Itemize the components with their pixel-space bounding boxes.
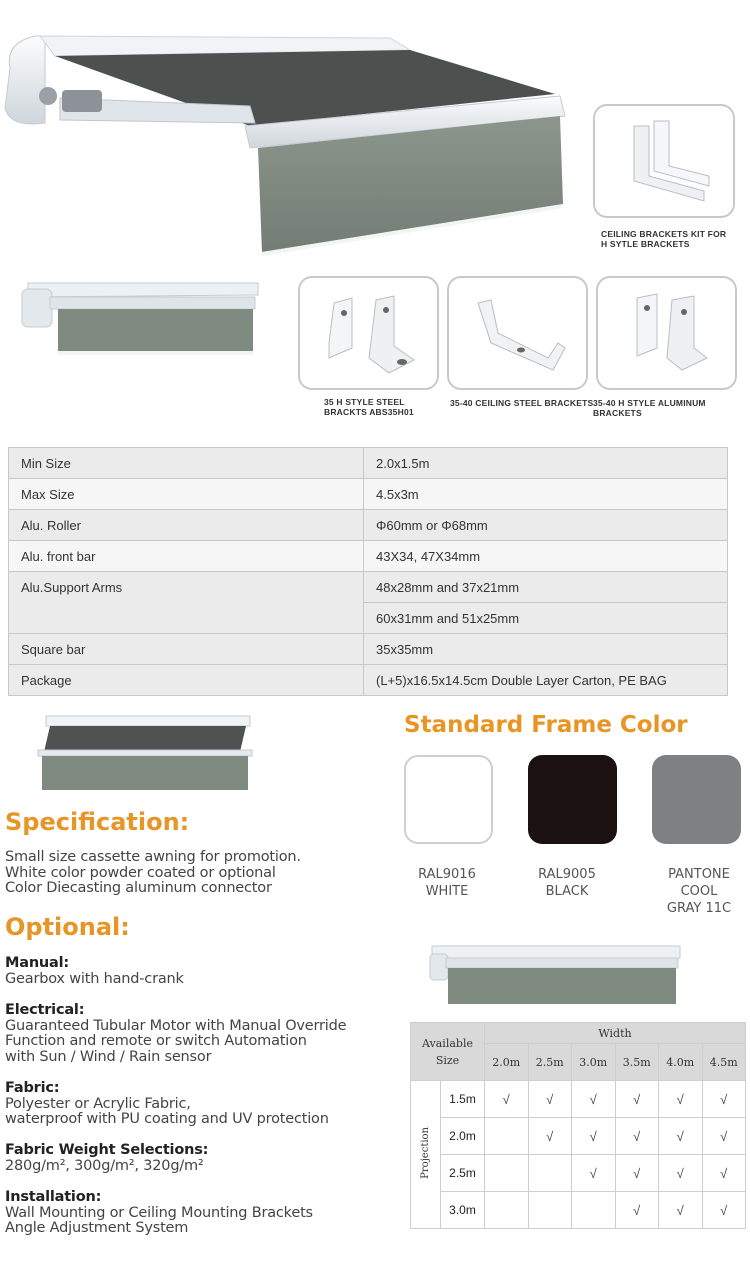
small-awning-image — [18, 275, 263, 360]
grid-awning-image — [428, 942, 684, 1008]
grid-cell: √ — [528, 1118, 572, 1155]
h-style-steel-brackets-image — [298, 276, 439, 390]
width-header: 4.0m — [659, 1044, 703, 1081]
spec-key: Alu. front bar — [9, 541, 364, 572]
text-line: Color Diecasting aluminum connector — [5, 880, 272, 897]
spec-value: (L+5)x16.5x14.5cm Double Layer Carton, PE BAG — [364, 665, 728, 696]
table-row — [9, 572, 728, 603]
spec-table — [8, 447, 728, 696]
table-row — [411, 1192, 746, 1229]
text-line: Small size cassette awning for promotion. — [5, 849, 301, 865]
table-row — [9, 479, 728, 510]
grid-cell: √ — [702, 1081, 746, 1118]
projection-value: 3.0m — [441, 1192, 485, 1229]
spec-key: Alu.Support Arms — [9, 572, 364, 634]
label-line: Available — [422, 1036, 473, 1050]
text-line: Guaranteed Tubular Motor with Manual Override — [5, 1017, 347, 1034]
group-heading: Installation: — [5, 1189, 102, 1205]
table-row — [9, 634, 728, 665]
group-heading: Manual: — [5, 955, 70, 971]
color-label-gray — [634, 866, 750, 917]
bracket-icon — [463, 288, 573, 378]
text-line: with Sun / Wind / Rain sensor — [5, 1048, 212, 1065]
hero-awning-image — [0, 28, 570, 258]
table-row — [9, 448, 728, 479]
spec-value: Φ60mm or Φ68mm — [364, 510, 728, 541]
projection-value: 1.5m — [441, 1081, 485, 1118]
spec-value: 60x31mm and 51x25mm — [364, 603, 728, 634]
grid-projection-label — [411, 1081, 441, 1229]
caption-line: H SYTLE BRACKETS — [601, 239, 690, 249]
label-line: RAL9005 — [538, 867, 596, 882]
grid-cell: √ — [659, 1081, 703, 1118]
table-row — [9, 665, 728, 696]
label-line: GRAY 11C — [666, 901, 732, 916]
color-label-black — [502, 866, 632, 900]
label-line: PANTONE — [668, 867, 730, 882]
table-row — [411, 1023, 746, 1044]
spec-key: Square bar — [9, 634, 364, 665]
grid-cell: √ — [572, 1118, 616, 1155]
optional-manual — [5, 956, 184, 987]
group-heading: Fabric: — [5, 1080, 60, 1096]
specification-text — [5, 850, 301, 897]
optional-fabric — [5, 1081, 329, 1128]
bracket-icon — [314, 288, 424, 378]
grid-cell: √ — [572, 1155, 616, 1192]
optional-electrical — [5, 1003, 346, 1065]
table-row — [9, 541, 728, 572]
spec-key: Max Size — [9, 479, 364, 510]
grid-cell: √ — [615, 1081, 659, 1118]
color-label-white — [382, 866, 512, 900]
grid-cell: √ — [659, 1155, 703, 1192]
spec-value: 43X34, 47X34mm — [364, 541, 728, 572]
width-header: 2.5m — [528, 1044, 572, 1081]
grid-cell — [485, 1118, 529, 1155]
text-line: Gearbox with hand-crank — [5, 970, 184, 987]
width-header: 3.5m — [615, 1044, 659, 1081]
color-swatch-gray[interactable] — [652, 755, 741, 844]
ceiling-steel-brackets-image — [447, 276, 588, 390]
grid-cell: √ — [615, 1118, 659, 1155]
grid-cell — [485, 1192, 529, 1229]
caption-line: CEILING BRACKETS KIT FOR — [601, 229, 727, 239]
spec-value: 35x35mm — [364, 634, 728, 665]
table-row — [411, 1155, 746, 1192]
grid-cell — [572, 1192, 616, 1229]
spec-value: 48x28mm and 37x21mm — [364, 572, 728, 603]
grid-width-label: Width — [485, 1023, 746, 1044]
h-style-aluminum-caption: 35-40 H STYLE ALUMINUM BRACKETS — [593, 398, 706, 418]
group-heading: Electrical: — [5, 1002, 85, 1018]
grid-cell: √ — [572, 1081, 616, 1118]
caption-line: BRACKTS ABS35H01 — [324, 407, 414, 417]
text-line: White color powder coated or optional — [5, 864, 276, 881]
text-line: 280g/m², 300g/m², 320g/m² — [5, 1157, 204, 1174]
ceiling-steel-caption: 35-40 CEILING STEEL BRACKETS — [450, 398, 594, 408]
width-header: 4.5m — [702, 1044, 746, 1081]
bracket-icon — [609, 116, 719, 206]
optional-installation — [5, 1190, 313, 1237]
label-line: COOL — [680, 884, 718, 899]
projection-value: 2.0m — [441, 1118, 485, 1155]
text-line: Angle Adjustment System — [5, 1220, 189, 1237]
grid-cell: √ — [615, 1155, 659, 1192]
optional-title: Optional: — [5, 913, 130, 941]
grid-cell: √ — [702, 1192, 746, 1229]
table-row — [9, 510, 728, 541]
text-line: waterproof with PU coating and UV protection — [5, 1111, 329, 1128]
grid-cell: √ — [659, 1192, 703, 1229]
spec-key: Alu. Roller — [9, 510, 364, 541]
table-row — [411, 1081, 746, 1118]
grid-cell: √ — [702, 1155, 746, 1192]
frame-color-title: Standard Frame Color — [404, 712, 688, 738]
spec-value: 4.5x3m — [364, 479, 728, 510]
spec-key: Package — [9, 665, 364, 696]
color-swatch-white[interactable] — [404, 755, 493, 844]
grid-cell: √ — [528, 1081, 572, 1118]
width-header: 3.0m — [572, 1044, 616, 1081]
ceiling-brackets-kit-image — [593, 104, 735, 218]
projection-value: 2.5m — [441, 1155, 485, 1192]
grid-cell — [528, 1155, 572, 1192]
grid-cell: √ — [702, 1118, 746, 1155]
label-line: Size — [435, 1053, 460, 1067]
grid-cell — [528, 1192, 572, 1229]
cassette-awning-image — [36, 712, 260, 794]
label-line: BLACK — [545, 884, 589, 899]
table-row — [411, 1118, 746, 1155]
caption-line: 35 H STYLE STEEL — [324, 397, 405, 407]
specification-title: Specification: — [5, 808, 190, 836]
grid-cell — [485, 1155, 529, 1192]
text-line: Wall Mounting or Ceiling Mounting Brackets — [5, 1204, 313, 1221]
optional-fabric-weight — [5, 1143, 208, 1174]
color-swatch-black[interactable] — [528, 755, 617, 844]
available-size-grid — [410, 1022, 746, 1229]
text-line: Function and remote or switch Automation — [5, 1033, 307, 1050]
grid-corner-label — [411, 1023, 485, 1081]
projection-label: Projection — [420, 1127, 431, 1179]
bracket-icon — [612, 288, 722, 378]
h-style-steel-caption — [324, 397, 414, 417]
ceiling-kit-caption — [601, 229, 726, 249]
spec-key: Min Size — [9, 448, 364, 479]
grid-cell: √ — [615, 1192, 659, 1229]
group-heading: Fabric Weight Selections: — [5, 1142, 209, 1158]
grid-cell: √ — [659, 1118, 703, 1155]
label-line: WHITE — [425, 884, 469, 899]
width-header: 2.0m — [485, 1044, 529, 1081]
h-style-aluminum-brackets-image — [596, 276, 737, 390]
label-line: RAL9016 — [418, 867, 476, 882]
text-line: Polyester or Acrylic Fabric, — [5, 1095, 191, 1112]
spec-value: 2.0x1.5m — [364, 448, 728, 479]
grid-cell: √ — [485, 1081, 529, 1118]
